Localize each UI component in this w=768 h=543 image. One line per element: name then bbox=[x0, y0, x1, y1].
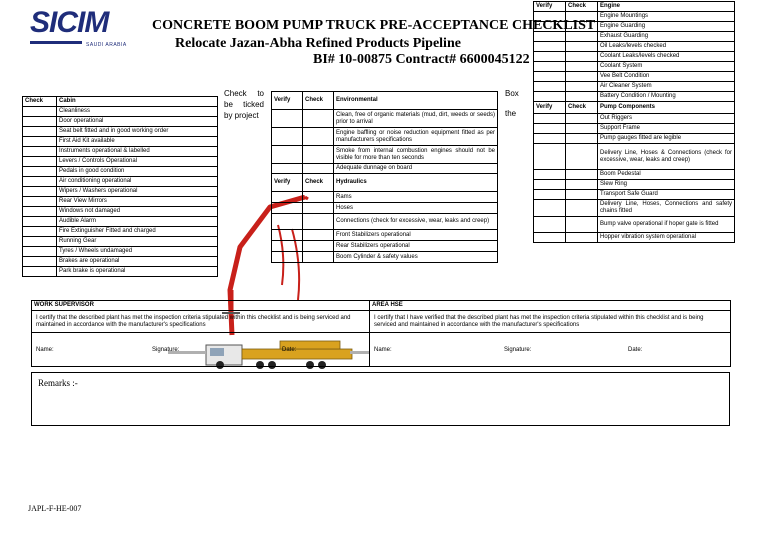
hydraulics-section-header: Hydraulics bbox=[334, 174, 498, 192]
hse-name-label: Name: bbox=[374, 347, 392, 353]
pump-item-row bbox=[534, 190, 735, 200]
check-box-cell[interactable] bbox=[566, 82, 598, 92]
pump-item-label: Pump gauges fitted are legible bbox=[598, 134, 735, 144]
engine-item-row bbox=[534, 32, 735, 42]
hydraulics-item-label: Rams bbox=[334, 192, 498, 203]
verify-box-cell[interactable] bbox=[534, 42, 566, 52]
engine-section-header: Engine bbox=[598, 2, 735, 12]
pump-item-row bbox=[534, 233, 735, 243]
engine-item-row bbox=[534, 62, 735, 72]
hydraulics-item-row bbox=[272, 252, 498, 263]
check-box-cell[interactable] bbox=[566, 42, 598, 52]
engine-item-label: Exhaust Guarding bbox=[598, 32, 735, 42]
pump-item-label: Boom Pedestal bbox=[598, 170, 735, 180]
engine-item-label: Coolant Leaks/levels checked bbox=[598, 52, 735, 62]
cabin-item-row bbox=[23, 207, 218, 217]
check-box-cell[interactable] bbox=[23, 237, 57, 247]
check-box-cell[interactable] bbox=[303, 214, 334, 230]
engine-item-row bbox=[534, 42, 735, 52]
verify-box-cell[interactable] bbox=[272, 192, 303, 203]
verify-box-cell[interactable] bbox=[534, 200, 566, 217]
verify-box-cell[interactable] bbox=[534, 124, 566, 134]
cabin-item-label: Cleanliness bbox=[57, 107, 218, 117]
verify-box-cell[interactable] bbox=[534, 144, 566, 170]
verify-box-cell[interactable] bbox=[272, 128, 303, 146]
check-box-cell[interactable] bbox=[566, 62, 598, 72]
check-box-cell[interactable] bbox=[23, 107, 57, 117]
verify-column-header: Verify bbox=[272, 92, 303, 110]
cabin-header-row bbox=[23, 97, 218, 107]
cabin-item-label: Wipers / Washers operational bbox=[57, 187, 218, 197]
pump-item-label: Transport Safe Guard bbox=[598, 190, 735, 200]
check-column-header: Check bbox=[303, 92, 334, 110]
verify-box-cell[interactable] bbox=[534, 22, 566, 32]
cabin-item-label: Door operational bbox=[57, 117, 218, 127]
area-hse-header: AREA HSE bbox=[370, 301, 731, 311]
cabin-item-label: Pedals in good condition bbox=[57, 167, 218, 177]
verify-column-header: Verify bbox=[272, 174, 303, 192]
hse-signature-row bbox=[370, 333, 731, 367]
hse-date-label: Date: bbox=[628, 347, 643, 353]
verify-box-cell[interactable] bbox=[534, 82, 566, 92]
cabin-item-row bbox=[23, 187, 218, 197]
check-box-cell[interactable] bbox=[566, 22, 598, 32]
environmental-hydraulics-table bbox=[271, 91, 498, 263]
cabin-item-label: Running Gear bbox=[57, 237, 218, 247]
check-box-cell[interactable] bbox=[303, 192, 334, 203]
cabin-item-label: Windows not damaged bbox=[57, 207, 218, 217]
cabin-item-row bbox=[23, 117, 218, 127]
verify-box-cell[interactable] bbox=[534, 32, 566, 42]
verify-box-cell[interactable] bbox=[272, 110, 303, 128]
check-box-cell[interactable] bbox=[566, 52, 598, 62]
remarks-box[interactable] bbox=[31, 372, 730, 426]
environmental-item-label: Adequate dunnage on board bbox=[334, 164, 498, 174]
engine-item-label: Coolant System bbox=[598, 62, 735, 72]
remarks-label: Remarks :- bbox=[38, 378, 78, 388]
hydraulics-item-row bbox=[272, 241, 498, 252]
verify-column-header: Verify bbox=[534, 102, 566, 114]
logo-text: SICIM bbox=[30, 6, 109, 39]
engine-item-row bbox=[534, 82, 735, 92]
verify-box-cell[interactable] bbox=[272, 146, 303, 164]
pump-item-row bbox=[534, 170, 735, 180]
environmental-item-label: Smoke from internal combustion engines should not be visible for more than ten seconds bbox=[334, 146, 498, 164]
engine-item-label: Battery Condition / Mounting bbox=[598, 92, 735, 102]
check-column-header: Check bbox=[303, 174, 334, 192]
verify-box-cell[interactable] bbox=[534, 72, 566, 82]
cabin-item-label: Rear View Mirrors bbox=[57, 197, 218, 207]
cabin-item-row bbox=[23, 147, 218, 157]
hydraulics-item-row bbox=[272, 203, 498, 214]
pump-item-row bbox=[534, 114, 735, 124]
check-box-cell[interactable] bbox=[23, 267, 57, 277]
box-word: Box bbox=[505, 89, 519, 98]
check-box-cell[interactable] bbox=[23, 117, 57, 127]
check-box-cell[interactable] bbox=[23, 157, 57, 167]
the-word: the bbox=[505, 109, 517, 118]
check-box-cell[interactable] bbox=[303, 110, 334, 128]
hydraulics-item-label: Hoses bbox=[334, 203, 498, 214]
check-box-cell[interactable] bbox=[23, 187, 57, 197]
engine-item-row bbox=[534, 92, 735, 102]
cabin-item-label: First Aid Kit available bbox=[57, 137, 218, 147]
cabin-item-row bbox=[23, 267, 218, 277]
pump-item-label: Out Riggers bbox=[598, 114, 735, 124]
cabin-item-label: Instruments operational & labelled bbox=[57, 147, 218, 157]
document-title: CONCRETE BOOM PUMP TRUCK PRE-ACCEPTANCE CHECKLIST bbox=[152, 18, 596, 33]
pump-item-label: Support Frame bbox=[598, 124, 735, 134]
supervisor-name-label: Name: bbox=[36, 347, 54, 353]
cabin-item-label: Audible Alarm bbox=[57, 217, 218, 227]
check-box-cell[interactable] bbox=[566, 170, 598, 180]
verify-box-cell[interactable] bbox=[534, 92, 566, 102]
check-box-cell[interactable] bbox=[23, 147, 57, 157]
hydraulics-item-label: Rear Stabilizers operational bbox=[334, 241, 498, 252]
verify-box-cell[interactable] bbox=[272, 214, 303, 230]
verify-box-cell[interactable] bbox=[534, 12, 566, 22]
engine-item-row bbox=[534, 22, 735, 32]
check-box-cell[interactable] bbox=[303, 146, 334, 164]
pump-item-row bbox=[534, 124, 735, 134]
pump-item-row bbox=[534, 200, 735, 217]
supervisor-signature-row bbox=[32, 333, 370, 367]
verify-box-cell[interactable] bbox=[534, 217, 566, 233]
check-box-cell[interactable] bbox=[23, 247, 57, 257]
check-box-cell[interactable] bbox=[566, 72, 598, 82]
cabin-item-row bbox=[23, 177, 218, 187]
check-box-cell[interactable] bbox=[23, 197, 57, 207]
check-box-cell[interactable] bbox=[566, 144, 598, 170]
cabin-item-row bbox=[23, 247, 218, 257]
check-column-header: Check bbox=[23, 97, 57, 107]
check-box-cell[interactable] bbox=[23, 177, 57, 187]
cabin-item-label: Park brake is operational bbox=[57, 267, 218, 277]
check-box-cell[interactable] bbox=[303, 164, 334, 174]
engine-header-row bbox=[534, 2, 735, 12]
check-box-cell[interactable] bbox=[23, 207, 57, 217]
engine-item-label: Engine Mountings bbox=[598, 12, 735, 22]
cabin-item-label: Levers / Controls Operational bbox=[57, 157, 218, 167]
engine-item-label: Engine Guarding bbox=[598, 22, 735, 32]
verify-box-cell[interactable] bbox=[534, 233, 566, 243]
contract-reference: BI# 10-00875 Contract# 6600045122 bbox=[313, 52, 530, 67]
check-box-cell[interactable] bbox=[566, 92, 598, 102]
pump-item-row bbox=[534, 180, 735, 190]
form-code: JAPL-F-HE-007 bbox=[28, 504, 82, 513]
engine-item-label: Oil Leaks/levels checked bbox=[598, 42, 735, 52]
cabin-checklist-table bbox=[22, 96, 218, 277]
check-box-cell[interactable] bbox=[23, 257, 57, 267]
cabin-item-row bbox=[23, 167, 218, 177]
hse-certification-text: I certify that I have verified that the described plant has met the inspection criteria stipulated within this checklist and is being serviced and maintained in accordance with the manufacturer's specifications bbox=[370, 311, 731, 333]
check-box-cell[interactable] bbox=[303, 203, 334, 214]
pump-item-row bbox=[534, 144, 735, 170]
pump-item-label: Slew Ring bbox=[598, 180, 735, 190]
cabin-item-row bbox=[23, 137, 218, 147]
supervisor-certification-text: I certify that the described plant has met the inspection criteria stipulated within this checklist and is being serviced and maintained in accordance with the manufacturer's specifications bbox=[32, 311, 370, 333]
environmental-item-row bbox=[272, 110, 498, 128]
engine-item-row bbox=[534, 72, 735, 82]
pump-item-label: Bump valve operational if hoper gate is fitted bbox=[598, 217, 735, 233]
tick-instruction-note: Check to be ticked by project bbox=[224, 89, 264, 120]
pump-item-row bbox=[534, 134, 735, 144]
cabin-item-row bbox=[23, 127, 218, 137]
cabin-item-label: Seat belt fitted and in good working order bbox=[57, 127, 218, 137]
check-box-cell[interactable] bbox=[303, 230, 334, 241]
cabin-item-label: Tyres / Wheels undamaged bbox=[57, 247, 218, 257]
check-box-cell[interactable] bbox=[566, 180, 598, 190]
pump-item-label: Delivery Line, Hoses & Connections (check for excessive, wear, leaks and creep) bbox=[598, 144, 735, 170]
check-box-cell[interactable] bbox=[566, 32, 598, 42]
environmental-header-row bbox=[272, 92, 498, 110]
check-box-cell[interactable] bbox=[566, 217, 598, 233]
check-box-cell[interactable] bbox=[566, 12, 598, 22]
engine-item-label: Vee Belt Condition bbox=[598, 72, 735, 82]
check-box-cell[interactable] bbox=[566, 114, 598, 124]
check-box-cell[interactable] bbox=[566, 190, 598, 200]
environmental-section-header: Environmental bbox=[334, 92, 498, 110]
environmental-item-row bbox=[272, 128, 498, 146]
engine-item-row bbox=[534, 12, 735, 22]
verify-box-cell[interactable] bbox=[534, 190, 566, 200]
cabin-item-label: Fire Extinguisher Fitted and charged bbox=[57, 227, 218, 237]
hse-signature-label: Signature: bbox=[504, 347, 532, 353]
check-box-cell[interactable] bbox=[566, 200, 598, 217]
check-box-cell[interactable] bbox=[23, 167, 57, 177]
check-box-cell[interactable] bbox=[23, 217, 57, 227]
cabin-item-row bbox=[23, 227, 218, 237]
verify-box-cell[interactable] bbox=[534, 62, 566, 72]
environmental-item-label: Clean, free of organic materials (mud, dirt, weeds or seeds) prior to arrival bbox=[334, 110, 498, 128]
pump-header-row bbox=[534, 102, 735, 114]
verify-box-cell[interactable] bbox=[272, 203, 303, 214]
pump-item-row bbox=[534, 217, 735, 233]
cabin-item-row bbox=[23, 107, 218, 117]
hydraulics-item-label: Front Stabilizers operational bbox=[334, 230, 498, 241]
hydraulics-item-label: Connections (check for excessive, wear, leaks and creep) bbox=[334, 214, 498, 230]
verify-box-cell[interactable] bbox=[272, 241, 303, 252]
cabin-item-label: Air conditioning operational bbox=[57, 177, 218, 187]
cabin-item-row bbox=[23, 217, 218, 227]
cabin-item-row bbox=[23, 257, 218, 267]
check-column-header: Check bbox=[566, 102, 598, 114]
hydraulics-item-row bbox=[272, 214, 498, 230]
work-supervisor-header: WORK SUPERVISOR bbox=[32, 301, 370, 311]
logo-subtitle: SAUDI ARABIA bbox=[86, 42, 127, 48]
check-box-cell[interactable] bbox=[303, 128, 334, 146]
engine-item-label: Air Cleaner System bbox=[598, 82, 735, 92]
engine-pump-table bbox=[533, 1, 735, 243]
engine-item-row bbox=[534, 52, 735, 62]
hydraulics-item-label: Boom Cylinder & safety values bbox=[334, 252, 498, 263]
cabin-item-row bbox=[23, 157, 218, 167]
cabin-section-header: Cabin bbox=[57, 97, 218, 107]
cabin-item-row bbox=[23, 237, 218, 247]
environmental-item-row bbox=[272, 164, 498, 174]
verify-box-cell[interactable] bbox=[534, 180, 566, 190]
check-box-cell[interactable] bbox=[303, 241, 334, 252]
verify-box-cell[interactable] bbox=[534, 170, 566, 180]
pump-item-label: Hopper vibration system operational bbox=[598, 233, 735, 243]
check-box-cell[interactable] bbox=[566, 233, 598, 243]
cabin-item-row bbox=[23, 197, 218, 207]
supervisor-signature-label: Signature: bbox=[152, 347, 180, 353]
verify-box-cell[interactable] bbox=[272, 230, 303, 241]
verify-box-cell[interactable] bbox=[534, 134, 566, 144]
check-box-cell[interactable] bbox=[566, 134, 598, 144]
hydraulics-header-row bbox=[272, 174, 498, 192]
verify-box-cell[interactable] bbox=[272, 164, 303, 174]
signoff-table bbox=[31, 300, 731, 367]
project-subtitle: Relocate Jazan-Abha Refined Products Pipeline bbox=[175, 36, 461, 51]
cabin-item-label: Brakes are operational bbox=[57, 257, 218, 267]
hydraulics-item-row bbox=[272, 230, 498, 241]
verify-box-cell[interactable] bbox=[534, 52, 566, 62]
supervisor-date-label: Date: bbox=[282, 347, 297, 353]
check-box-cell[interactable] bbox=[303, 252, 334, 263]
check-box-cell[interactable] bbox=[23, 127, 57, 137]
environmental-item-label: Engine baffling or noise reduction equipment fitted as per manufacturers specifications bbox=[334, 128, 498, 146]
verify-box-cell[interactable] bbox=[534, 114, 566, 124]
check-box-cell[interactable] bbox=[23, 227, 57, 237]
check-column-header: Check bbox=[566, 2, 598, 12]
check-box-cell[interactable] bbox=[23, 137, 57, 147]
verify-box-cell[interactable] bbox=[272, 252, 303, 263]
pump-item-label: Delivery Line, Hoses, Connections and safety chains fitted bbox=[598, 200, 735, 217]
verify-column-header: Verify bbox=[534, 2, 566, 12]
environmental-item-row bbox=[272, 146, 498, 164]
sicim-logo bbox=[30, 8, 130, 48]
logo-bar bbox=[30, 41, 82, 44]
check-box-cell[interactable] bbox=[566, 124, 598, 134]
hydraulics-item-row bbox=[272, 192, 498, 203]
pump-section-header: Pump Components bbox=[598, 102, 735, 114]
